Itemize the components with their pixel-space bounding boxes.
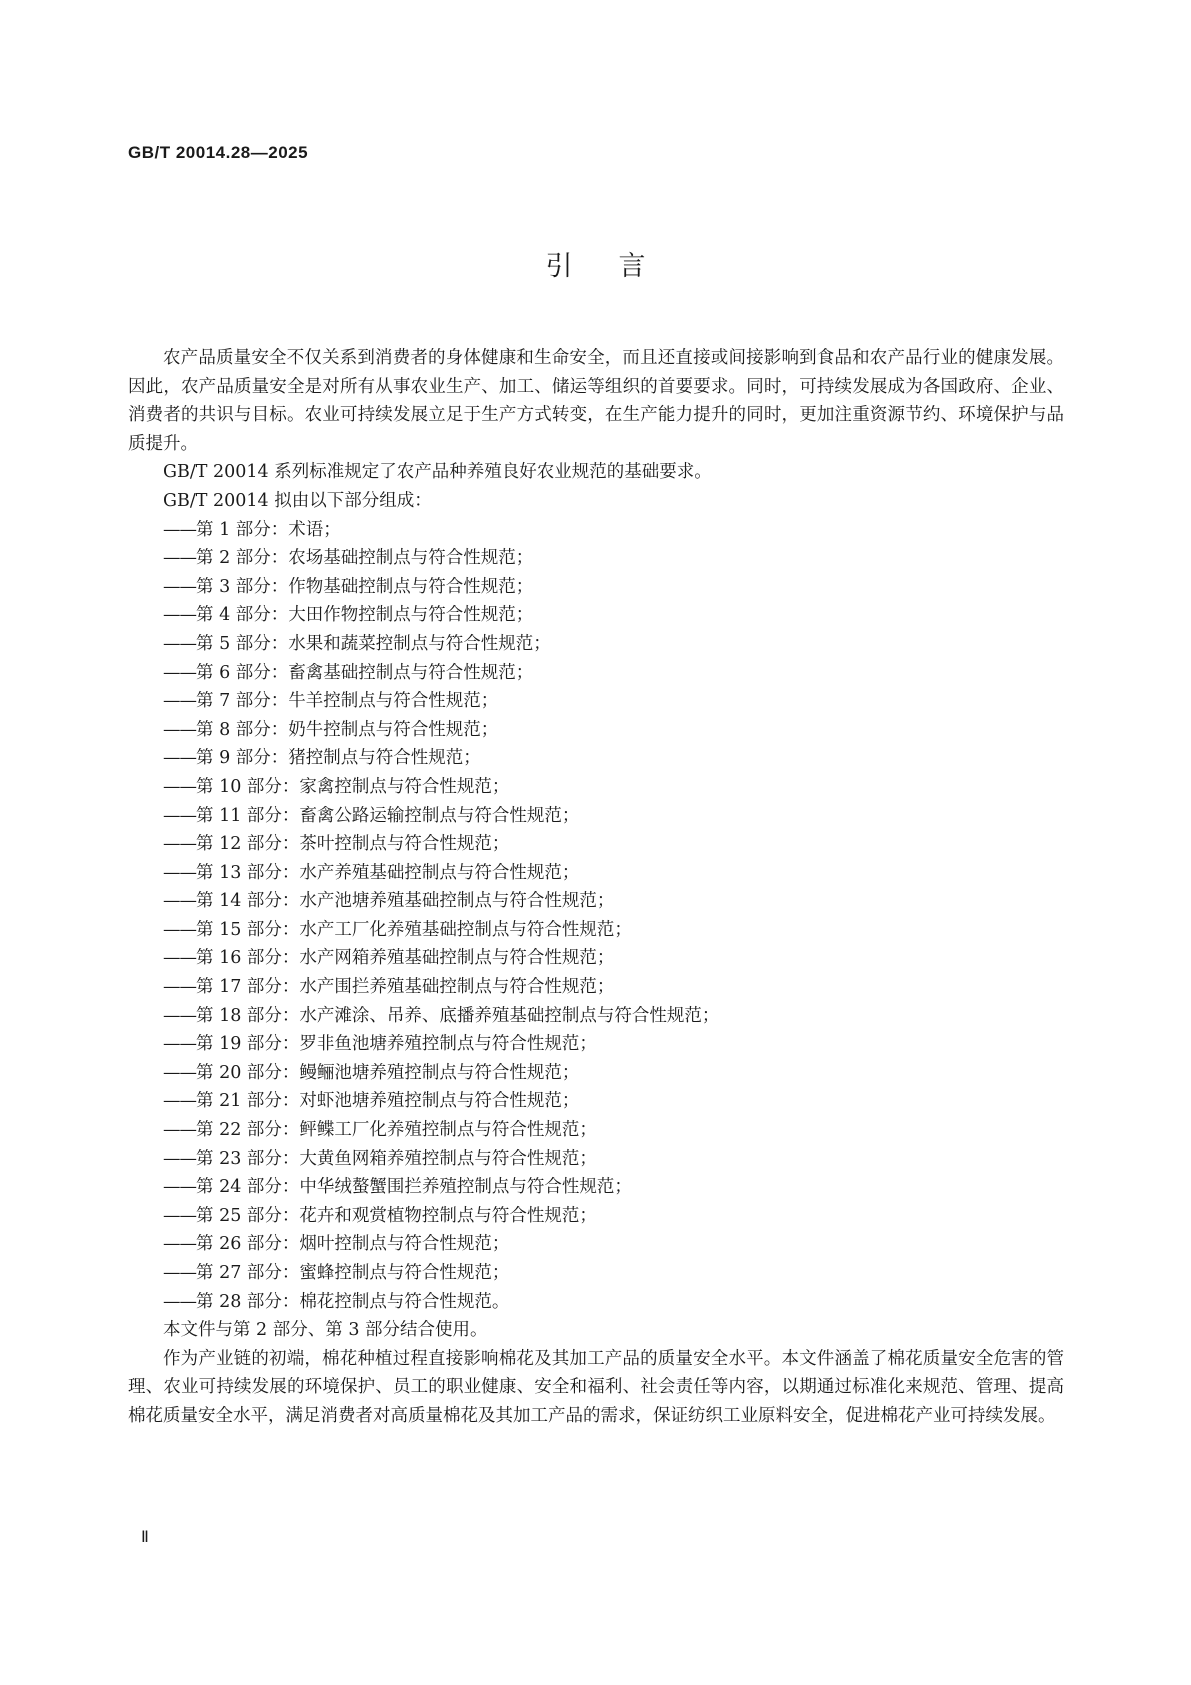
- list-item: [128, 973, 1064, 1002]
- list-item: [128, 887, 1064, 916]
- list-item: [128, 1059, 1064, 1088]
- list-dash: ——: [163, 805, 196, 826]
- list-item-text: 第 28 部分：棉花控制点与符合性规范。: [196, 1291, 510, 1312]
- list-dash: ——: [163, 834, 196, 855]
- list-item-text: 第 4 部分：大田作物控制点与符合性规范；: [196, 605, 534, 626]
- list-dash: ——: [163, 1205, 196, 1226]
- intro-paragraph: 农产品质量安全不仅关系到消费者的身体健康和生命安全，而且还直接或间接影响到食品和农产品行业的健康发展。因此，农产品质量安全是对所有从事农业生产、加工、储运等组织的首要要求。同时，可持续发展成为各国政府、企业、消费者的共识与目标。农业可持续发展立足于生产方式转变，在生产能力提升的同时，更加注重资源节约、环境保护与品质提升。: [128, 348, 1064, 454]
- page-number: Ⅱ: [141, 1529, 149, 1546]
- list-dash: ——: [163, 1005, 196, 1026]
- list-item-text: 第 2 部分：农场基础控制点与符合性规范；: [196, 548, 534, 569]
- list-dash: ——: [163, 862, 196, 883]
- list-dash: ——: [163, 1034, 196, 1055]
- list-item-text: 第 25 部分：花卉和观赏植物控制点与符合性规范；: [196, 1205, 597, 1226]
- list-item-text: 第 26 部分：烟叶控制点与符合性规范；: [196, 1234, 510, 1255]
- list-item-text: 第 5 部分：水果和蔬菜控制点与符合性规范；: [196, 633, 551, 654]
- list-dash: ——: [163, 691, 196, 712]
- list-dash: ——: [163, 519, 196, 540]
- list-dash: ——: [163, 1177, 196, 1198]
- list-item: [128, 630, 1064, 659]
- list-item: [128, 744, 1064, 773]
- list-item-text: 第 12 部分：茶叶控制点与符合性规范；: [196, 834, 510, 855]
- list-dash: ——: [163, 548, 196, 569]
- list-item: [128, 859, 1064, 888]
- list-item: [128, 802, 1064, 831]
- purpose-paragraph: 作为产业链的初端，棉花种植过程直接影响棉花及其加工产品的质量安全水平。本文件涵盖了棉花质量安全危害的管理、农业可持续发展的环境保护、员工的职业健康、安全和福利、社会责任等内容，以期通过标准化来规范、管理、提高棉花质量安全水平，满足消费者对高质量棉花及其加工产品的需求，保证纺织工业原料安全，促进棉花产业可持续发展。: [128, 1348, 1064, 1426]
- list-dash: ——: [163, 1062, 196, 1083]
- list-item-text: 第 21 部分：对虾池塘养殖控制点与符合性规范；: [196, 1091, 580, 1112]
- list-dash: ——: [163, 948, 196, 969]
- list-dash: ——: [163, 633, 196, 654]
- list-item: [128, 1173, 1064, 1202]
- document-body: [128, 344, 1064, 1431]
- list-dash: ——: [163, 1263, 196, 1283]
- list-item: [128, 716, 1064, 745]
- list-item: [128, 830, 1064, 859]
- list-item-text: 第 19 部分：罗非鱼池塘养殖控制点与符合性规范；: [196, 1034, 597, 1055]
- list-item: [128, 1259, 1064, 1288]
- list-item: [128, 1116, 1064, 1145]
- list-item-text: 第 17 部分：水产围拦养殖基础控制点与符合性规范；: [196, 977, 615, 998]
- list-item-text: 第 18 部分：水产滩涂、吊养、底播养殖基础控制点与符合性规范；: [196, 1005, 720, 1026]
- list-item: [128, 773, 1064, 802]
- page-title: 引言: [545, 251, 692, 282]
- list-item-text: 第 15 部分：水产工厂化养殖基础控制点与符合性规范；: [196, 919, 632, 940]
- list-item: [128, 1030, 1064, 1059]
- list-item: [128, 1002, 1064, 1031]
- list-dash: ——: [163, 662, 196, 683]
- list-item-text: 第 3 部分：作物基础控制点与符合性规范；: [196, 576, 534, 597]
- list-dash: ——: [163, 1291, 196, 1312]
- list-item: [128, 1087, 1064, 1116]
- list-item-text: 第 10 部分：家禽控制点与符合性规范；: [196, 776, 510, 797]
- list-item-text: 第 9 部分：猪控制点与符合性规范；: [196, 748, 481, 769]
- list-item-text: 第 11 部分：畜禽公路运输控制点与符合性规范；: [196, 805, 580, 826]
- list-dash: ——: [163, 719, 196, 740]
- list-item-text: 第 7 部分：牛羊控制点与符合性规范；: [196, 691, 499, 712]
- usage-paragraph: 本文件与第 2 部分、第 3 部分结合使用。: [163, 1320, 488, 1341]
- list-dash: ——: [163, 1148, 196, 1169]
- list-dash: ——: [163, 977, 196, 998]
- list-dash: ——: [163, 1234, 196, 1255]
- list-dash: ——: [163, 1120, 196, 1141]
- list-item-text: 第 23 部分：大黄鱼网箱养殖控制点与符合性规范；: [196, 1148, 597, 1169]
- list-item-text: 第 13 部分：水产养殖基础控制点与符合性规范；: [196, 862, 580, 883]
- list-dash: ——: [163, 605, 196, 626]
- list-item: [128, 944, 1064, 973]
- list-item: [128, 573, 1064, 602]
- list-item-text: 第 8 部分：奶牛控制点与符合性规范；: [196, 719, 499, 740]
- list-item-text: 第 20 部分：鳗鲡池塘养殖控制点与符合性规范；: [196, 1062, 580, 1083]
- list-item: [128, 544, 1064, 573]
- list-item: [128, 1288, 1064, 1317]
- list-dash: ——: [163, 1091, 196, 1112]
- list-item: [128, 687, 1064, 716]
- list-item-text: 第 24 部分：中华绒螯蟹围拦养殖控制点与符合性规范；: [196, 1177, 632, 1198]
- list-dash: ——: [163, 748, 196, 769]
- series-paragraph: GB/T 20014 系列标准规定了农产品种养殖良好农业规范的基础要求。: [163, 462, 712, 483]
- list-dash: ——: [163, 576, 196, 597]
- list-item: [128, 1202, 1064, 1231]
- list-item-text: 第 14 部分：水产池塘养殖基础控制点与符合性规范；: [196, 891, 615, 912]
- list-item: [128, 1145, 1064, 1174]
- list-item: [128, 916, 1064, 945]
- list-item-text: 第 6 部分：畜禽基础控制点与符合性规范；: [196, 662, 534, 683]
- list-item-text: 第 1 部分：术语；: [196, 519, 341, 540]
- list-item: [128, 516, 1064, 545]
- list-dash: ——: [163, 776, 196, 797]
- list-dash: ——: [163, 919, 196, 940]
- list-item-text: 第 16 部分：水产网箱养殖基础控制点与符合性规范；: [196, 948, 615, 969]
- list-item: [128, 659, 1064, 688]
- list-item-text: 第 22 部分：鲆鲽工厂化养殖控制点与符合性规范；: [196, 1120, 597, 1141]
- list-item: [128, 601, 1064, 630]
- parts-intro-paragraph: GB/T 20014 拟由以下部分组成：: [163, 490, 432, 511]
- list-item: [128, 1230, 1064, 1259]
- document-code: GB/T 20014.28—2025: [128, 143, 309, 162]
- list-dash: ——: [163, 891, 196, 912]
- parts-list: [128, 516, 1064, 1317]
- list-item-text: 第 27 部分：蜜蜂控制点与符合性规范；: [196, 1263, 510, 1283]
